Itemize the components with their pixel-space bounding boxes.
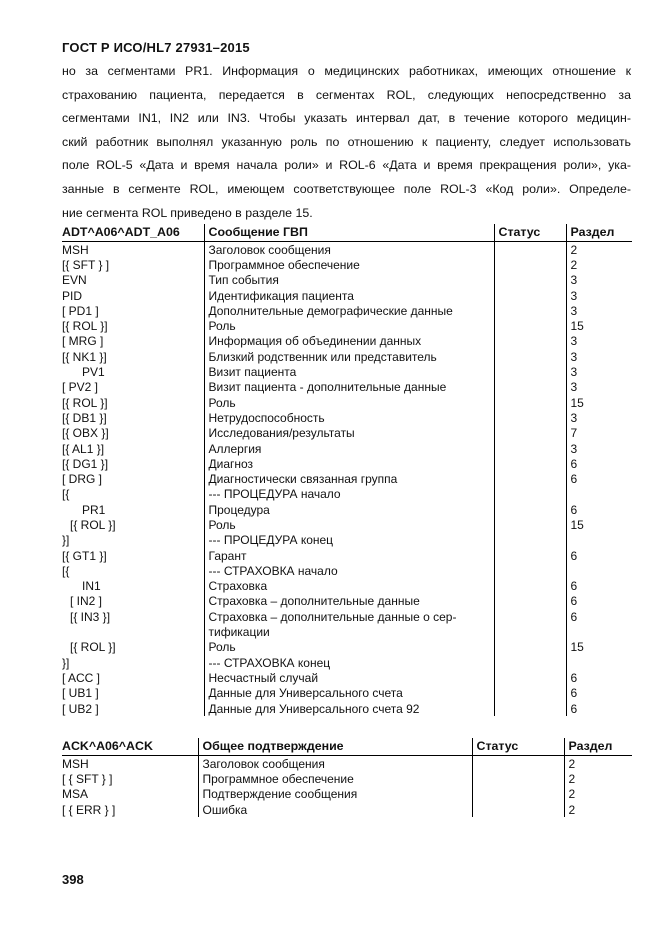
cell-description: Информация об объединении данных [204, 334, 494, 349]
cell-segment: [ PV2 ] [62, 380, 99, 395]
cell-status [494, 242, 566, 258]
document-header: ГОСТ Р ИСО/HL7 27931–2015 [62, 40, 250, 55]
ack-a06-message-table [62, 738, 632, 817]
cell-segment: [{ DB1 }] [62, 410, 107, 425]
cell-section: 6 [566, 594, 632, 609]
cell-section: 6 [566, 579, 632, 594]
cell-section [566, 563, 632, 578]
cell-status [472, 787, 564, 802]
cell-status [494, 303, 566, 318]
cell-segment: [{ [62, 487, 70, 502]
cell-status [494, 426, 566, 441]
cell-status [494, 579, 566, 594]
cell-description: тификации [204, 624, 494, 639]
cell-section: 6 [566, 471, 632, 486]
cell-status [494, 533, 566, 548]
cell-segment: [ ACC ] [62, 670, 101, 685]
table-row [62, 395, 632, 410]
cell-segment: [ { ERR } ] [62, 802, 116, 817]
cell-section: 3 [566, 410, 632, 425]
cell-description: Заголовок сообщения [204, 242, 494, 258]
cell-section: 2 [564, 756, 632, 772]
paragraph-line: но за сегментами PR1. Информация о медицинских работниках, имеющих отношение к [62, 64, 631, 78]
cell-segment: [{ AL1 }] [62, 441, 105, 456]
cell-segment: [{ ROL }] [62, 319, 108, 334]
cell-description: Несчастный случай [204, 670, 494, 685]
cell-segment: }] [62, 533, 70, 548]
table-row [62, 563, 632, 578]
cell-segment: PV1 [82, 365, 105, 380]
cell-segment: }] [62, 655, 70, 670]
table-row [62, 242, 632, 258]
column-header-description: Сообщение ГВП [204, 224, 494, 242]
table-header-row [62, 224, 632, 242]
cell-section: 15 [566, 395, 632, 410]
table-row [62, 640, 632, 655]
table-row [62, 456, 632, 471]
cell-section: 7 [566, 426, 632, 441]
cell-section [566, 487, 632, 502]
table-row [62, 594, 632, 609]
cell-segment: [{ NK1 }] [62, 349, 107, 364]
table-row [62, 624, 632, 639]
cell-segment: EVN [62, 273, 87, 288]
cell-segment: [ PD1 ] [62, 303, 99, 318]
cell-segment: PR1 [82, 502, 106, 517]
paragraph-line: ние сегмента ROL приведено в разделе 15. [62, 205, 313, 220]
cell-status [494, 471, 566, 486]
table-row [62, 441, 632, 456]
table-row [62, 334, 632, 349]
cell-section [566, 533, 632, 548]
cell-status [494, 318, 566, 333]
table-row [62, 410, 632, 425]
cell-segment: [{ ROL }] [62, 395, 108, 410]
table-row [62, 771, 632, 786]
cell-section: 3 [566, 380, 632, 395]
cell-status [494, 609, 566, 624]
table-row [62, 303, 632, 318]
cell-section: 6 [566, 456, 632, 471]
column-header-section: Раздел [564, 738, 632, 756]
cell-description: Аллергия [204, 441, 494, 456]
cell-section: 3 [566, 364, 632, 379]
cell-description: Тип события [204, 273, 494, 288]
cell-description: Подтверждение сообщения [198, 787, 472, 802]
adt-table-body [62, 242, 632, 717]
table-row [62, 288, 632, 303]
table-row [62, 701, 632, 716]
cell-section: 6 [566, 548, 632, 563]
cell-segment: IN1 [82, 579, 101, 594]
cell-section: 3 [566, 273, 632, 288]
cell-section: 2 [564, 802, 632, 817]
table-row [62, 655, 632, 670]
cell-status [494, 334, 566, 349]
cell-section: 6 [566, 609, 632, 624]
cell-description: Нетрудоспособность [204, 410, 494, 425]
cell-section: 3 [566, 349, 632, 364]
table-row [62, 802, 632, 817]
cell-description: Программное обеспечение [204, 257, 494, 272]
cell-description: Процедура [204, 502, 494, 517]
cell-description: Идентификация пациента [204, 288, 494, 303]
cell-status [494, 701, 566, 716]
cell-section: 2 [566, 242, 632, 258]
table-row [62, 349, 632, 364]
cell-segment: [{ [62, 563, 70, 578]
cell-section: 6 [566, 686, 632, 701]
cell-status [494, 273, 566, 288]
cell-status [494, 655, 566, 670]
cell-section: 2 [566, 257, 632, 272]
page-number: 398 [62, 872, 84, 887]
table-row [62, 426, 632, 441]
cell-segment: [{ IN3 }] [70, 609, 111, 624]
cell-section [566, 655, 632, 670]
cell-segment [62, 624, 204, 639]
cell-status [494, 395, 566, 410]
cell-description: Исследования/результаты [204, 426, 494, 441]
cell-description: Страховка [204, 579, 494, 594]
cell-status [494, 456, 566, 471]
cell-segment: MSA [62, 787, 89, 802]
cell-segment: PID [62, 288, 83, 303]
cell-description: --- СТРАХОВКА конец [204, 655, 494, 670]
cell-status [494, 487, 566, 502]
table-header-row [62, 738, 632, 756]
cell-section: 6 [566, 502, 632, 517]
cell-status [472, 756, 564, 772]
cell-status [494, 563, 566, 578]
cell-section: 6 [566, 670, 632, 685]
cell-description: Роль [204, 318, 494, 333]
column-header-segment: ADT^A06^ADT_A06 [62, 224, 204, 242]
cell-description: --- ПРОЦЕДУРА конец [204, 533, 494, 548]
cell-description: Визит пациента - дополнительные данные [204, 380, 494, 395]
column-header-description: Общее подтверждение [198, 738, 472, 756]
table-row [62, 533, 632, 548]
cell-description: Диагноз [204, 456, 494, 471]
cell-description: Данные для Универсального счета [204, 686, 494, 701]
cell-segment: [ UB1 ] [62, 686, 99, 701]
table-row [62, 609, 632, 624]
column-header-segment: ACK^A06^ACK [62, 738, 198, 756]
cell-description: Диагностически связанная группа [204, 471, 494, 486]
cell-section: 3 [566, 334, 632, 349]
cell-section [566, 624, 632, 639]
cell-segment: [ MRG ] [62, 334, 104, 349]
cell-description: Ошибка [198, 802, 472, 817]
table-row [62, 517, 632, 532]
cell-segment: [{ ROL }] [70, 640, 116, 655]
cell-description: Страховка – дополнительные данные о сер- [204, 609, 494, 624]
cell-section: 15 [566, 318, 632, 333]
cell-section: 3 [566, 288, 632, 303]
cell-status [494, 364, 566, 379]
cell-section: 15 [566, 640, 632, 655]
cell-description: Роль [204, 395, 494, 410]
cell-status [472, 802, 564, 817]
cell-description: Заголовок сообщения [198, 756, 472, 772]
cell-status [494, 441, 566, 456]
cell-description: --- ПРОЦЕДУРА начало [204, 487, 494, 502]
cell-status [494, 502, 566, 517]
adt-a06-message-table [62, 224, 632, 716]
cell-description: Близкий родственник или представитель [204, 349, 494, 364]
cell-description: Визит пациента [204, 364, 494, 379]
cell-segment: [ UB2 ] [62, 701, 99, 716]
cell-segment: [ IN2 ] [70, 594, 103, 609]
paragraph-line: поле ROL-5 «Дата и время начала роли» и ROL-6 «Дата и время прекращения роли», ука- [62, 158, 631, 173]
cell-section: 3 [566, 303, 632, 318]
cell-description: Дополнительные демографические данные [204, 303, 494, 318]
cell-status [494, 517, 566, 532]
cell-segment: [{ ROL }] [70, 517, 116, 532]
paragraph-line: занные в сегменте ROL, имеющем соответствующее поле ROL-3 «Код роли». Определе- [62, 181, 631, 196]
paragraph-line: страхованию пациента, передается в сегментах ROL, следующих непосредственно за [62, 87, 631, 102]
cell-section: 6 [566, 701, 632, 716]
cell-description: --- СТРАХОВКА начало [204, 563, 494, 578]
cell-section: 2 [564, 787, 632, 802]
cell-segment: MSH [62, 242, 89, 257]
cell-status [494, 594, 566, 609]
table-row [62, 471, 632, 486]
table-row [62, 364, 632, 379]
cell-description: Гарант [204, 548, 494, 563]
cell-status [472, 771, 564, 786]
cell-section: 15 [566, 517, 632, 532]
cell-description: Данные для Универсального счета 92 [204, 701, 494, 716]
cell-description: Роль [204, 640, 494, 655]
cell-segment: [{ SFT } ] [62, 257, 110, 272]
table-row [62, 670, 632, 685]
cell-segment: [ DRG ] [62, 472, 103, 487]
cell-segment: [{ DG1 }] [62, 456, 109, 471]
cell-description: Программное обеспечение [198, 771, 472, 786]
table-row [62, 756, 632, 772]
table-row [62, 686, 632, 701]
column-header-status: Статус [494, 224, 566, 242]
body-paragraph [62, 60, 631, 225]
cell-status [494, 640, 566, 655]
cell-status [494, 257, 566, 272]
cell-status [494, 349, 566, 364]
cell-status [494, 548, 566, 563]
table-row [62, 579, 632, 594]
cell-status [494, 670, 566, 685]
cell-status [494, 624, 566, 639]
cell-description: Роль [204, 517, 494, 532]
cell-status [494, 686, 566, 701]
table-row [62, 487, 632, 502]
cell-segment: [ { SFT } ] [62, 771, 113, 786]
cell-segment: [{ GT1 }] [62, 548, 107, 563]
table-row [62, 273, 632, 288]
paragraph-line: ский работник выполнял указанную роль по отношению к пациенту, следует использовать [62, 134, 631, 149]
cell-status [494, 380, 566, 395]
table-row [62, 502, 632, 517]
ack-table-body [62, 756, 632, 818]
column-header-status: Статус [472, 738, 564, 756]
cell-status [494, 410, 566, 425]
cell-segment: [{ OBX }] [62, 426, 109, 441]
table-row [62, 548, 632, 563]
cell-description: Страховка – дополнительные данные [204, 594, 494, 609]
table-row [62, 257, 632, 272]
cell-segment: MSH [62, 756, 89, 771]
table-row [62, 318, 632, 333]
paragraph-line: сегментами IN1, IN2 или IN3. Чтобы указать интервал дат, в течение которого медицин- [62, 111, 631, 126]
column-header-section: Раздел [566, 224, 632, 242]
cell-section: 3 [566, 441, 632, 456]
cell-section: 2 [564, 771, 632, 786]
cell-status [494, 288, 566, 303]
table-row [62, 380, 632, 395]
table-row [62, 787, 632, 802]
